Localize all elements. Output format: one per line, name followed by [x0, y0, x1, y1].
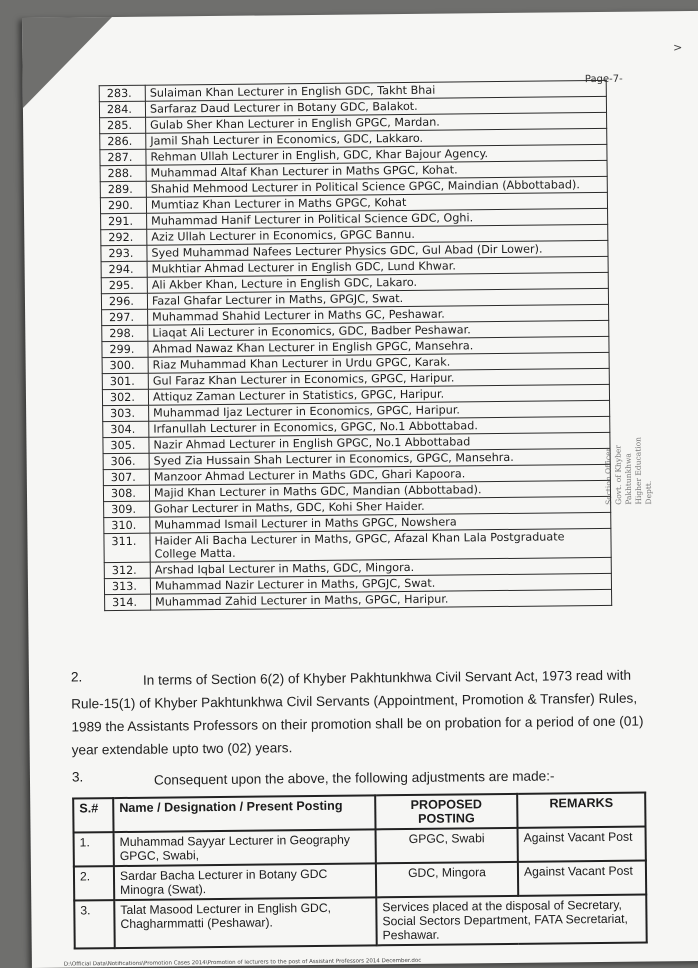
row-number: 306.: [103, 453, 149, 469]
header-sno: S.#: [73, 798, 113, 832]
adjustment-sno: 1.: [74, 832, 114, 866]
row-text: Arshad Iqbal Lecturer in Maths, GDC, Mingora.: [150, 557, 611, 578]
row-number: 288.: [100, 165, 146, 181]
adjustment-sno: 2.: [74, 866, 114, 900]
row-number: 311.: [104, 533, 150, 562]
adjustment-name: Talat Masood Lecturer in English GDC, Chagharmmatti (Peshawar).: [114, 897, 376, 948]
row-text: Jamil Shah Lecturer in Economics, GDC, Lakkaro.: [146, 128, 607, 149]
official-stamp: [603, 414, 698, 505]
row-text: Mukhtiar Ahmad Lecturer in English GDC, Lund Khwar.: [147, 256, 608, 277]
row-text: Syed Muhammad Nafees Lecturer Physics GDC, Gul Abad (Dir Lower).: [147, 240, 608, 261]
row-number: 283.: [99, 85, 145, 101]
row-text: Ali Akber Khan, Lecture in English GDC, Lakaro.: [147, 272, 608, 293]
row-number: 286.: [100, 133, 146, 149]
corner-mark: >: [673, 41, 683, 55]
row-text: Muhammad Ismail Lecturer in Maths GPGC, Nowshera: [150, 512, 611, 533]
row-text: Mumtiaz Khan Lecturer in Maths GPGC, Kohat: [146, 192, 607, 213]
row-text: Ahmad Nawaz Khan Lecturer in English GPGC, Mansehra.: [148, 336, 609, 357]
row-number: 293.: [101, 245, 147, 261]
adjustments-table: [72, 792, 648, 950]
row-text: Riaz Muhammad Khan Lecturer in Urdu GPGC, Karak.: [148, 352, 609, 373]
row-number: 312.: [104, 562, 150, 578]
row-number: 309.: [104, 501, 150, 517]
row-text: Sarfaraz Daud Lecturer in Botany GDC, Balakot.: [145, 96, 606, 117]
row-text: Syed Zia Hussain Shah Lecturer in Economics, GPGC, Mansehra.: [149, 448, 610, 469]
para2-number: 2.: [70, 669, 83, 685]
row-text: Muhammad Hanif Lecturer in Political Science GDC, Oghi.: [147, 208, 608, 229]
stamp-line: Govt. of Khyber Pakhtunkhwa: [613, 445, 634, 505]
row-text: Gulab Sher Khan Lecturer in English GPGC, Mardan.: [146, 112, 607, 133]
row-number: 292.: [101, 229, 147, 245]
row-text: Gul Faraz Khan Lecturer in Economics, GPGC, Haripur.: [148, 368, 609, 389]
row-text: Nazir Ahmad Lecturer in English GPGC, No.1 Abbottabad: [149, 432, 610, 453]
para2-text: In terms of Section 6(2) of Khyber Pakhtunkhwa Civil Servant Act, 1973 read with Rule-15(1) of Khyber Pakhtunkhwa Civil Servants (Appointment, Promotion & Transfer) Rules, 1989 the Assistants Professors on their promotion shall be on probation for a period of one (01) year extendable upto two (02) years.: [71, 667, 644, 758]
row-number: 303.: [103, 405, 149, 421]
row-number: 313.: [104, 578, 150, 594]
adjustment-row: [74, 895, 646, 949]
row-text: Muhammad Ijaz Lecturer in Economics, GPGC, Haripur.: [149, 400, 610, 421]
row-text: Haider Ali Bacha Lecturer in Maths, GPGC, Afazal Khan Lala Postgraduate College Matta.: [150, 528, 611, 562]
row-number: 301.: [102, 373, 148, 389]
row-text: Sulaiman Khan Lecturer in English GDC, Takht Bhai: [145, 80, 606, 101]
para3-number: 3.: [71, 769, 84, 785]
row-text: Liaqat Ali Lecturer in Economics, GDC, Badber Peshawar.: [148, 320, 609, 341]
row-text: Rehman Ullah Lecturer in English, GDC, Khar Bajour Agency.: [146, 144, 607, 165]
row-text: Irfanullah Lecturer in Economics, GPGC, No.1 Abbottabad.: [149, 416, 610, 437]
header-remarks: REMARKS: [517, 793, 645, 828]
row-text: Manzoor Ahmad Lecturer in Maths GDC, Ghari Kapoora.: [149, 464, 610, 485]
row-number: 287.: [100, 149, 146, 165]
adjustment-name: Sardar Bacha Lecturer in Botany GDC Minogra (Swat).: [114, 863, 376, 900]
page-number: Page-7-: [584, 73, 623, 86]
row-number: 291.: [101, 213, 147, 229]
row-number: 294.: [101, 261, 147, 277]
row-number: 314.: [105, 594, 151, 610]
row-number: 295.: [101, 277, 147, 293]
row-number: 307.: [103, 469, 149, 485]
promotion-list-table: [99, 80, 612, 611]
row-text: Muhammad Nazir Lecturer in Maths, GPGJC, Swat.: [150, 573, 611, 594]
header-proposed: PROPOSED POSTING: [375, 794, 517, 829]
stamp-line: Higher Education Deptt.: [633, 437, 654, 505]
adjustment-proposed: Services placed at the disposal of Secretary, Social Sectors Department, FATA Secretariat, Peshawar.: [376, 895, 646, 946]
adjustment-remarks: Against Vacant Post: [518, 827, 646, 862]
row-text: Majid Khan Lecturer in Maths GDC, Mandian (Abbottabad).: [149, 480, 610, 501]
row-number: 297.: [102, 309, 148, 325]
row-text: Muhammad Shahid Lecturer in Maths GC, Peshawar.: [148, 304, 609, 325]
file-path-footer: D:\Official Data\Notifications\Promotion Cases 2014\Promotion of lecturers to the post of Assistant Professors 2014 December.doc: [63, 957, 422, 968]
adjustment-sno: 3.: [74, 900, 115, 948]
header-name: Name / Designation / Present Posting: [113, 795, 375, 832]
row-text: Aziz Ullah Lecturer in Economics, GPGC Bannu.: [147, 224, 608, 245]
row-number: 310.: [104, 517, 150, 533]
row-number: 308.: [103, 485, 149, 501]
row-number: 302.: [102, 389, 148, 405]
row-number: 299.: [102, 341, 148, 357]
row-number: 304.: [103, 421, 149, 437]
adjustment-name: Muhammad Sayyar Lecturer in Geography GPGC, Swabi,: [114, 829, 376, 866]
row-number: 285.: [100, 117, 146, 133]
adjustment-proposed: GPGC, Swabi: [376, 828, 518, 863]
row-text: Fazal Ghafar Lecturer in Maths, GPGJC, Swat.: [147, 288, 608, 309]
row-number: 284.: [99, 101, 145, 117]
para3-text: Consequent upon the above, the following adjustments are made:-: [153, 768, 555, 788]
row-text: Gohar Lecturer in Maths, GDC, Kohi Sher Haider.: [150, 496, 611, 517]
adjustment-remarks: Against Vacant Post: [518, 861, 646, 896]
row-number: 298.: [102, 325, 148, 341]
row-number: 289.: [100, 181, 146, 197]
stamp-line: Section Officer: [603, 447, 614, 505]
row-text: Attiquz Zaman Lecturer in Statistics, GPGC, Haripur.: [148, 384, 609, 405]
row-text: Muhammad Altaf Khan Lecturer in Maths GPGC, Kohat.: [146, 160, 607, 181]
adjustment-proposed: GDC, Mingora: [376, 862, 518, 897]
document-page: [22, 11, 698, 968]
row-number: 300.: [102, 357, 148, 373]
row-number: 290.: [100, 197, 146, 213]
row-text: Shahid Mehmood Lecturer in Political Science GPGC, Maindian (Abbottabad).: [146, 176, 607, 197]
row-text: Muhammad Zahid Lecturer in Maths, GPGC, Haripur.: [151, 589, 612, 610]
row-number: 296.: [101, 293, 147, 309]
row-number: 305.: [103, 437, 149, 453]
